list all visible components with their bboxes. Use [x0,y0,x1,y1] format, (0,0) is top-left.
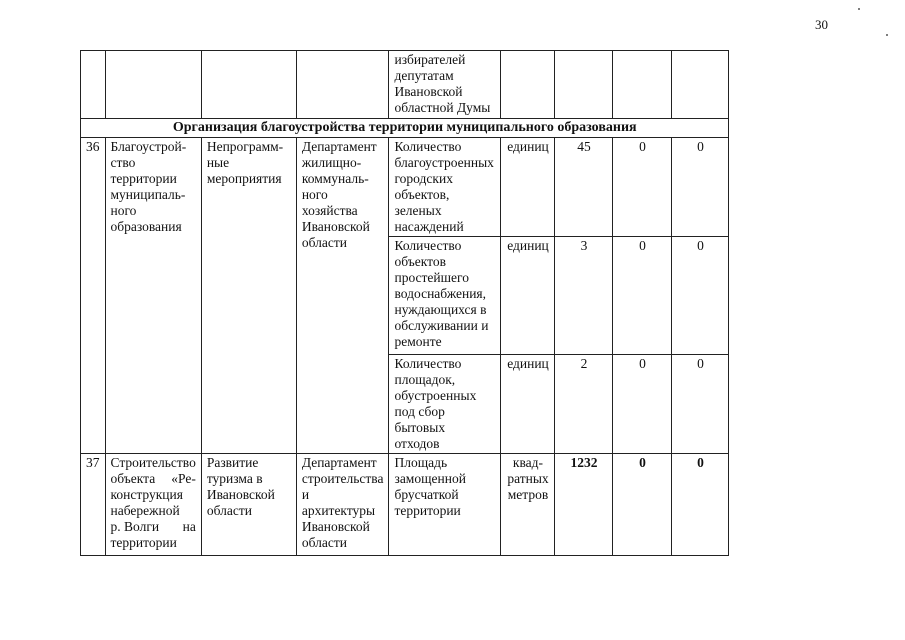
section-row [81,119,729,138]
text-fragment: р. Волги [110,519,160,534]
table-row [81,138,729,237]
text-line: отходов [394,436,440,451]
cell-empty [672,51,729,119]
text-line [111,471,196,487]
text-line: Благоустрой- [110,139,187,154]
value-cell: 2 [555,355,613,454]
text-line: образования [110,219,182,234]
cell-empty [613,51,672,119]
value-cell: 0 [613,138,672,237]
text-line: ство [110,155,136,170]
text-line: избирателей [394,52,466,67]
text-line: ратных [507,471,549,486]
unit-cell [501,454,555,556]
text-line: нуждающихся в [394,302,487,317]
text-line: архитектуры [301,503,376,518]
text-line: Ивановской [301,219,370,234]
text-line: ного [301,187,328,202]
cell-empty [105,51,201,119]
text-line: насаждений [394,219,464,234]
value-cell: 45 [555,138,613,237]
text-line: площадок, [394,372,456,387]
value-cell: 3 [555,237,613,355]
text-line: Количество [394,139,462,154]
program-cell [201,138,296,454]
text-line: водоснабжения, [394,286,486,301]
text-line: территории [394,503,461,518]
cell-empty [296,51,389,119]
text-line: объектов [394,254,446,269]
scan-speck [886,34,888,36]
text-line: туризма в [206,471,263,486]
text-line: ного [110,203,137,218]
text-line: муниципаль- [110,187,186,202]
text-line: обслуживании и [394,318,489,333]
text-line: обустроенных [394,388,477,403]
text-fragment: «Ре- [171,471,196,486]
text-line: Количество [394,238,462,253]
indicator-cell [389,454,501,556]
row-number: 36 [81,138,106,454]
text-line: Департамент [301,455,377,470]
indicators-table [80,50,729,556]
text-line: конструкция [110,487,183,502]
text-line: хозяйства [301,203,358,218]
indicator-cell [389,355,501,454]
text-line: депутатам [394,68,454,83]
text-line: Департамент [301,139,377,154]
value-cell: 0 [672,454,729,556]
text-fragment: объекта [110,471,156,486]
text-line: и [301,487,310,502]
value-cell: 0 [672,355,729,454]
text-line: территории [110,535,177,550]
text-line: Развитие [206,455,259,470]
text-line: Ивановской [206,487,275,502]
table-row [81,454,729,556]
text-fragment: на [182,519,196,534]
text-line: зеленых [394,203,442,218]
cell-empty [81,51,106,119]
unit-cell: единиц [501,355,555,454]
indicator-cell [389,237,501,355]
text-line: объектов, [394,187,450,202]
text-line: области [301,535,347,550]
value-cell: 0 [672,138,729,237]
value-cell: 0 [672,237,729,355]
text-line: коммуналь- [301,171,369,186]
row-number: 37 [81,454,106,556]
text-line: мероприятия [206,171,282,186]
text-line: простейшего [394,270,469,285]
text-line: Ивановской [394,84,463,99]
continuation-indicator-cell [389,51,501,119]
unit-cell: единиц [501,237,555,355]
scan-speck [858,8,860,10]
department-cell [296,454,389,556]
text-line: ные [206,155,230,170]
text-line: строительства [301,471,384,486]
text-line: области [206,503,252,518]
text-line: квад- [512,455,544,470]
text-line: ремонте [394,334,442,349]
value-cell: 0 [613,355,672,454]
program-cell [201,454,296,556]
value-cell: 1232 [555,454,613,556]
text-line: метров [507,487,549,502]
text-line: территории [110,171,177,186]
object-cell [105,454,201,556]
text-line: брусчаткой [394,487,459,502]
text-line: Ивановской [301,519,370,534]
cell-empty [501,51,555,119]
object-cell [105,138,201,454]
value-cell: 0 [613,237,672,355]
text-line: Количество [394,356,462,371]
cell-empty [555,51,613,119]
text-line: замощенной [394,471,466,486]
text-line: области [301,235,347,250]
cell-empty [201,51,296,119]
text-line: жилищно- [301,155,362,170]
text-line: городских [394,171,453,186]
text-line: под сбор бытовых [394,404,446,435]
continuation-row [81,51,729,119]
unit-cell: единиц [501,138,555,237]
text-line: областной Думы [394,100,491,115]
page-number: 30 [815,17,828,32]
text-line: благоустроенных [394,155,494,170]
indicator-cell [389,138,501,237]
text-line: Непрограмм- [206,139,284,154]
text-line: набережной [110,503,180,518]
text-line: Площадь [394,455,448,470]
section-title: Организация благоустройства территории муниципального образования [81,119,729,138]
value-cell: 0 [613,454,672,556]
department-cell [296,138,389,454]
text-line: Строительство [110,455,196,470]
text-line [111,519,196,535]
